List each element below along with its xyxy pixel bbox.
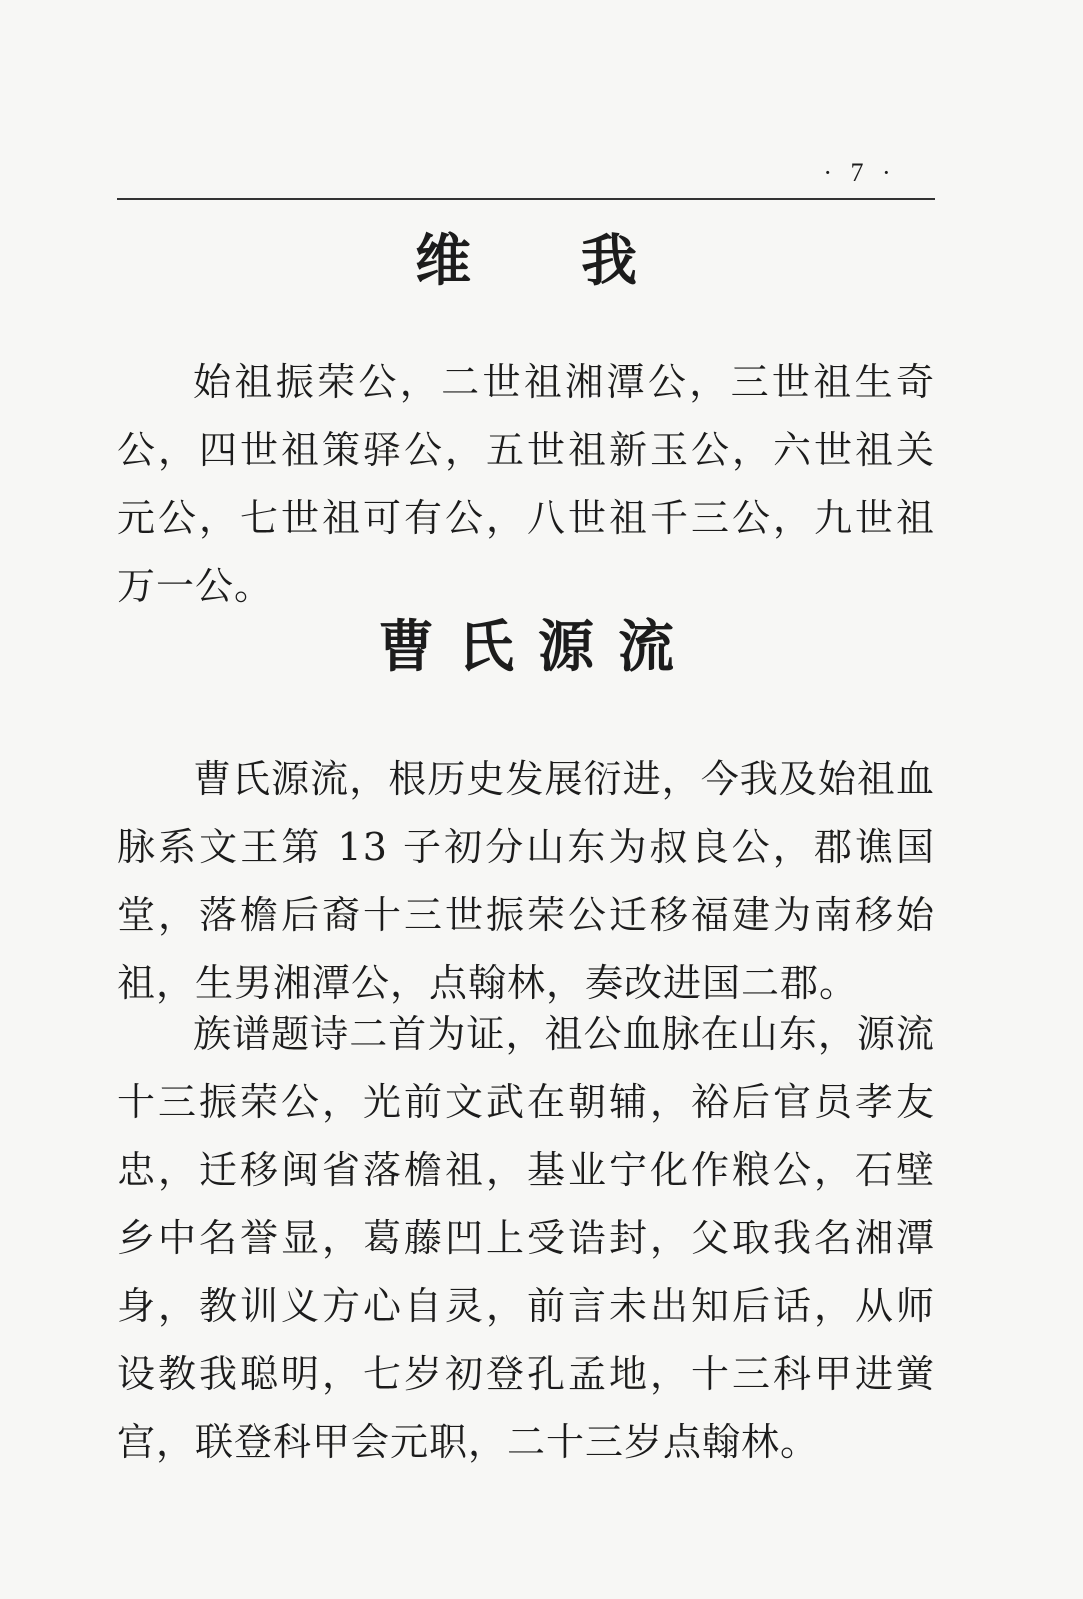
header-rule — [117, 198, 935, 200]
page-number: · 7 · — [823, 158, 897, 187]
paragraph: 曹氏源流，根历史发展衍进，今我及始祖血脉系文王第 13 子初分山东为叔良公，郡谯国堂，落檐后裔十三世振荣公迁移福建为南移始祖，生男湘潭公，点翰林，奏改进国二郡。 — [117, 757, 935, 1005]
paragraph: 族谱题诗二首为证，祖公血脉在山东，源流十三振荣公，光前文武在朝辅，裕后官员孝友忠，迁移闽省落檐祖，基业宁化作粮公，石壁乡中名誉显，葛藤凹上受诰封，父取我名湘潭身，教训义方心自灵，前言未出知后话，从师设教我聪明，七岁初登孔孟地，十三科甲进黉宫，联登科甲会元职，二十三岁点翰林。 — [117, 1012, 935, 1464]
section-title-weiwo: 维我 — [415, 228, 747, 294]
section-title-cao-lineage: 曹氏源流 — [378, 614, 698, 680]
paragraph: 始祖振荣公，二世祖湘潭公，三世祖生奇公，四世祖策驿公，五世祖新玉公，六世祖关元公，七世祖可有公，八世祖千三公，九世祖万一公。 — [117, 360, 935, 608]
